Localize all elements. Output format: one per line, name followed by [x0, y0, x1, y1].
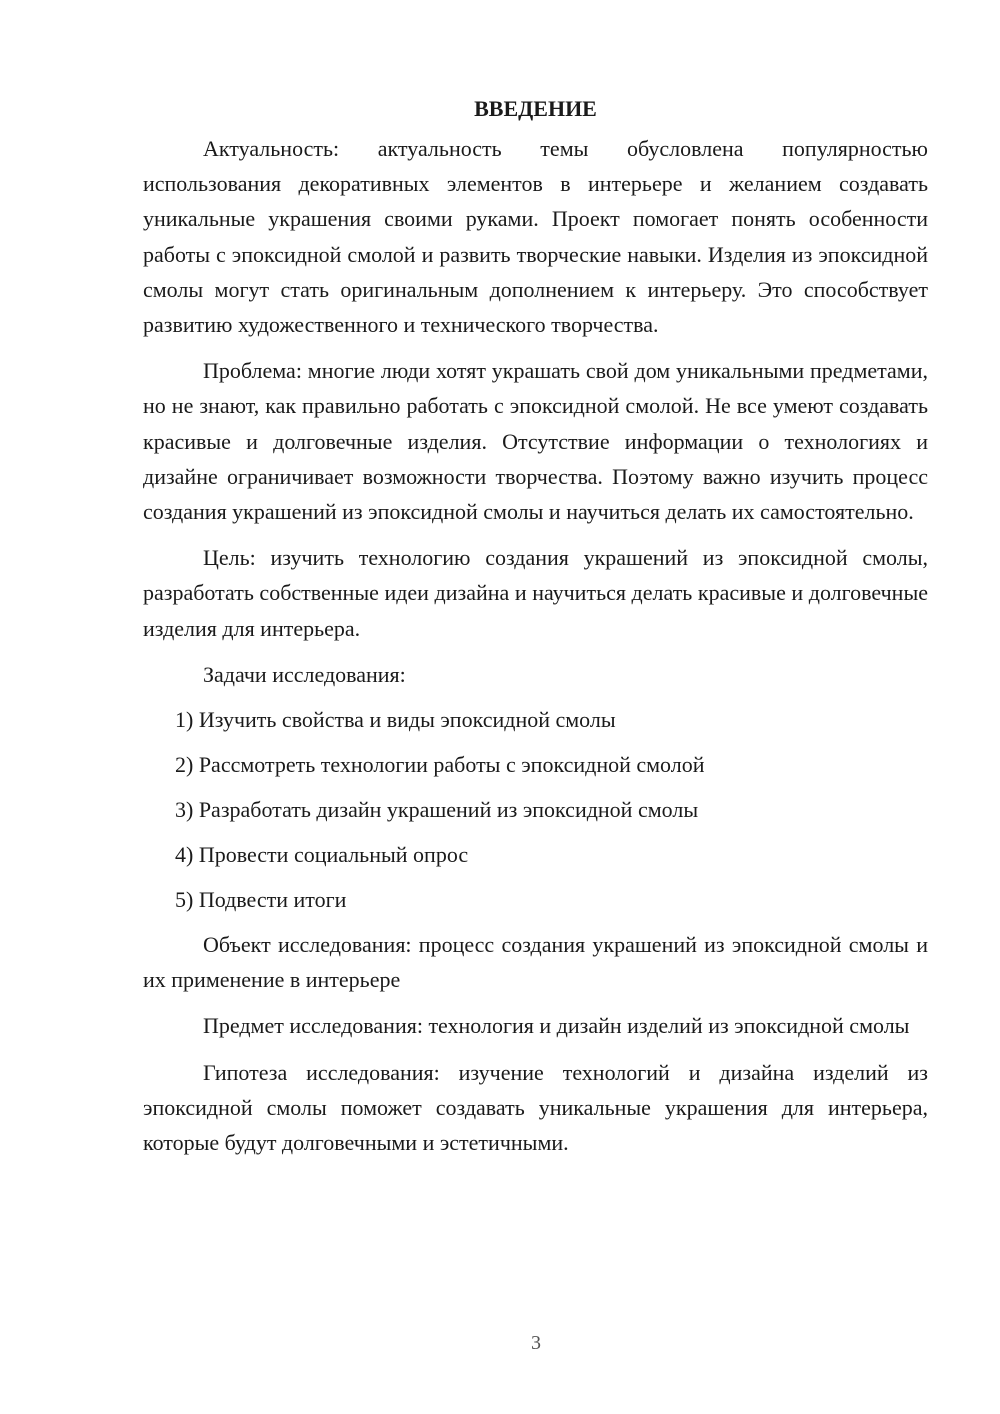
task-item-1: 1) Изучить свойства и виды эпоксидной смолы [175, 707, 616, 733]
object-paragraph: Объект исследования: процесс создания украшений из эпоксидной смолы и их применение в интерьере [143, 932, 928, 993]
hypothesis-paragraph: Гипотеза исследования: изучение технологий и дизайна изделий из эпоксидной смолы поможет создавать уникальные украшения для интерьера, которые будут долговечными и эстетичными. [143, 1059, 928, 1156]
goal-paragraph: Цель: изучить технологию создания украшений из эпоксидной смолы, разработать собственные идеи дизайна и научиться делать красивые и долговечные изделия для интерьера. [143, 545, 928, 641]
subject-paragraph: Предмет исследования: технология и дизайн изделий из эпоксидной смолы [203, 1013, 910, 1039]
document-page [143, 93, 928, 1171]
task-item-5: 5) Подвести итоги [175, 887, 347, 913]
relevance-paragraph: Актуальность: актуальность темы обусловлена популярностью использования декоративных элементов в интерьере и желанием создавать уникальные украшения своими руками. Проект помогает понять особенности работы с эпоксидной смолой и развить творческие навыки. Изделия из эпоксидной смолы могут стать оригинальным дополнением к интерьеру. Это способствует развитию художественного и технического творчества. [143, 136, 928, 338]
task-list [143, 702, 928, 917]
problem-paragraph: Проблема: многие люди хотят украшать свой дом уникальными предметами, но не знают, как правильно работать с эпоксидной смолой. Не все умеют создавать красивые и долговечные изделия. Отсутствие информации о технологиях и дизайне ограничивает возможности творчества. Поэтому важно изучить процесс создания украшений из эпоксидной смолы и научиться делать их самостоятельно. [143, 358, 928, 525]
task-item-4: 4) Провести социальный опрос [175, 842, 469, 868]
tasks-heading: Задачи исследования: [203, 661, 406, 687]
task-item-3: 3) Разработать дизайн украшений из эпоксидной смолы [175, 797, 699, 823]
task-item-2: 2) Рассмотреть технологии работы с эпоксидной смолой [175, 752, 705, 778]
page-number: 3 [531, 1332, 541, 1354]
page-title: ВВЕДЕНИЕ [474, 96, 597, 121]
